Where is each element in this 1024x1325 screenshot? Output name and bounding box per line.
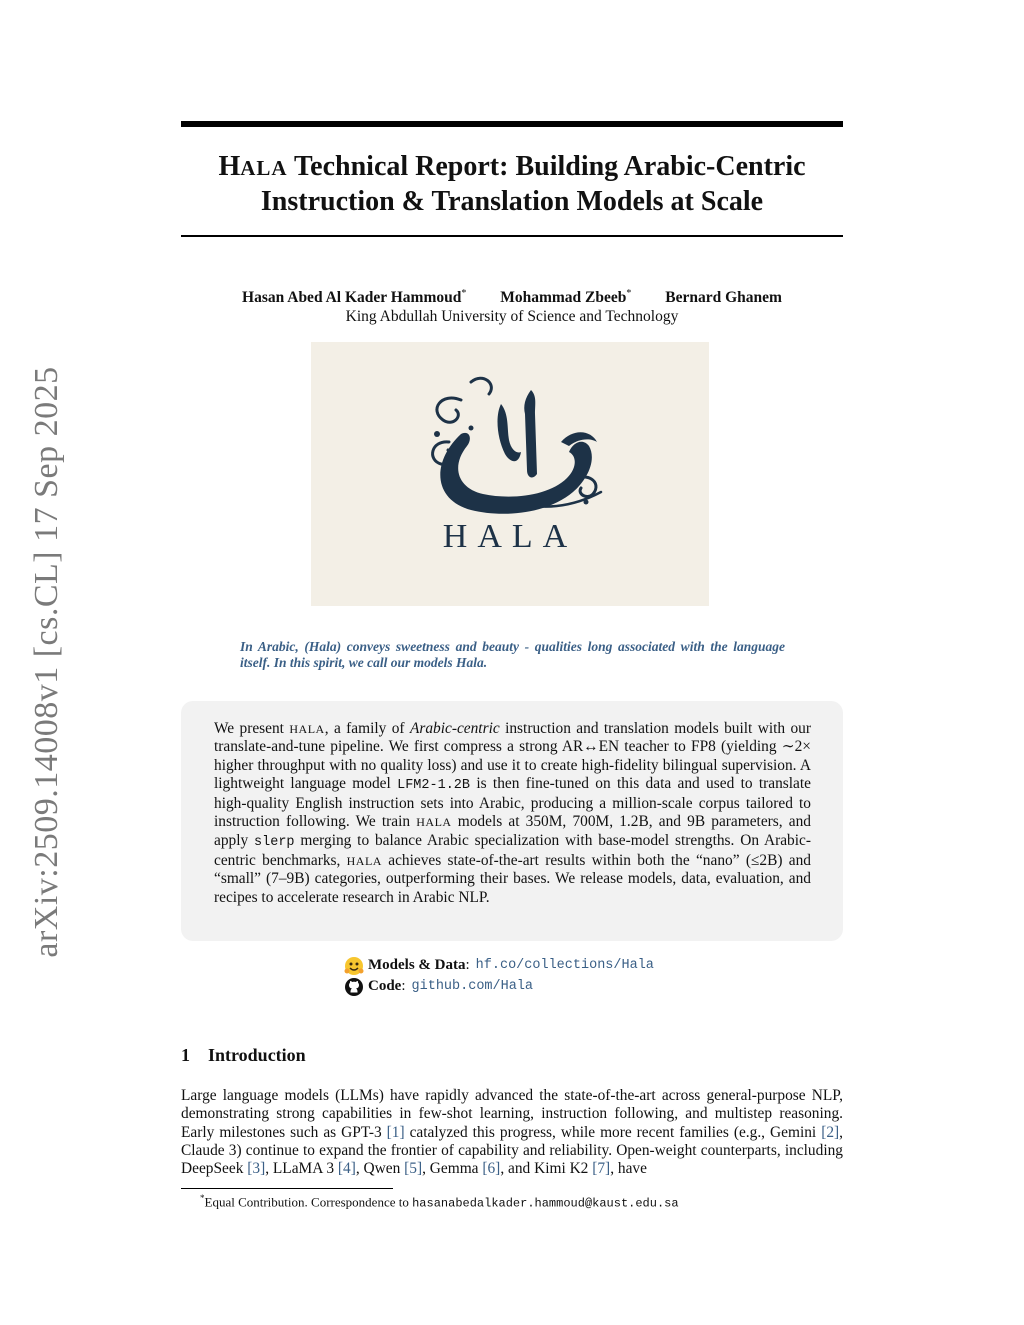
code-label: Code — [368, 978, 402, 994]
arxiv-identifier: arXiv:2509.14008v1 [cs.CL] 17 Sep 2025 — [28, 366, 65, 958]
models-link-row: Models & Data : hf.co/collections/Hala — [344, 955, 654, 976]
merge-code: slerp — [254, 834, 295, 850]
logo-wordmark — [311, 518, 709, 556]
title-top-rule — [181, 121, 843, 127]
affiliation: King Abdullah University of Science and Technology — [345, 308, 679, 326]
model-code: LFM2-1.2B — [397, 777, 471, 793]
title-bottom-rule — [181, 235, 843, 237]
abstract-text: We present HALA, a family of Arabic-centric instruction and translation models built with our translate-and-tune pipeline. We first compress a strong AR↔EN teacher to FP8 (yielding ∼2× higher throughput with no quality loss) and use it to create high-fidelity bilingual supervision. A lightweight language model LFM2-1.2B is then fine-tuned on this data and used to translate high-quality English instruction sets into Arabic, producing a million-scale corpus tailored to instruction following. We train HALA models at 350M, 700M, 1.2B, and 9B parameters, and apply slerp merging to balance Arabic specialization with base-model strengths. On Arabic-centric benchmarks, HALA achieves state-of-the-art results within both the “nano” (≤2B) and “small” (7–9B) categories, outperforming their bases. We release models, data, evaluation, and recipes to accelerate research in Arabic NLP. — [214, 720, 812, 906]
correspondence-email: hasanabedalkader.hammoud@kaust.edu.sa — [412, 1196, 679, 1211]
citation-link[interactable]: [3] — [247, 1160, 266, 1178]
footnote-rule — [181, 1188, 393, 1189]
code-link-row: Code : github.com/Hala — [344, 976, 654, 997]
brand-smallcaps: HALA — [346, 854, 382, 869]
author-2: Mohammad Zbeeb* — [500, 288, 632, 307]
models-label: Models & Data — [368, 957, 466, 973]
citation-link[interactable]: [7] — [592, 1160, 611, 1178]
introduction-paragraph: Large language models (LLMs) have rapidly advanced the state-of-the-art across general-purpose NLP, demonstrating strong capabilities in few-shot learning, instruction following, and multistep reasoning. Early milestones such as GPT-3 [1] catalyzed this progress, while more recent families (e.g., Gemini [2], Claude 3) continue to expand the frontier of capability and reliability. Open-weight counterparts, including DeepSeek [3], LLaMA 3 [4], Qwen [5], Gemma [6], and Kimi K2 [7], have — [181, 1087, 843, 1178]
author-block — [181, 284, 843, 326]
citation-link[interactable]: [6] — [482, 1160, 501, 1178]
author-names — [181, 284, 843, 307]
citation-link[interactable]: [5] — [404, 1160, 423, 1178]
section-number: 1 — [181, 1045, 190, 1065]
citation-link[interactable]: [4] — [337, 1160, 356, 1178]
figure-caption: In Arabic, (Hala) conveys sweetness and beauty - qualities long associated with the language itself. In this spirit, we call our models Hala. — [240, 639, 785, 670]
citation-link[interactable]: [1] — [386, 1123, 405, 1141]
models-link[interactable]: hf.co/collections/Hala — [475, 958, 654, 973]
resource-links — [344, 955, 654, 997]
hugging-face-icon — [344, 956, 364, 976]
author-1: Hasan Abed Al Kader Hammoud* — [242, 288, 467, 307]
author-3: Bernard Ghanem — [665, 289, 782, 307]
title-line-2: Instruction & Translation Models at Scale — [260, 186, 764, 217]
brand-smallcaps: HALA — [289, 722, 325, 736]
brand-smallcaps: HALA — [416, 815, 452, 830]
code-link[interactable]: github.com/Hala — [411, 979, 534, 994]
paper-title — [181, 150, 843, 218]
footnote: *Equal Contribution. Correspondence to hasanabedalkader.hammoud@kaust.edu.sa — [200, 1193, 679, 1211]
citation-link[interactable]: [2] — [821, 1123, 840, 1141]
github-icon — [344, 977, 364, 997]
logo-wordmark-text: HALA — [442, 518, 578, 555]
section-heading — [181, 1045, 306, 1066]
hala-logo-figure — [311, 342, 709, 606]
title-line-1: Technical Report: Building Arabic-Centric — [287, 151, 806, 182]
hala-logo-graphic — [311, 342, 709, 606]
title-brand: HALA — [218, 151, 288, 182]
section-title: Introduction — [208, 1045, 306, 1065]
abstract-box — [181, 701, 843, 941]
